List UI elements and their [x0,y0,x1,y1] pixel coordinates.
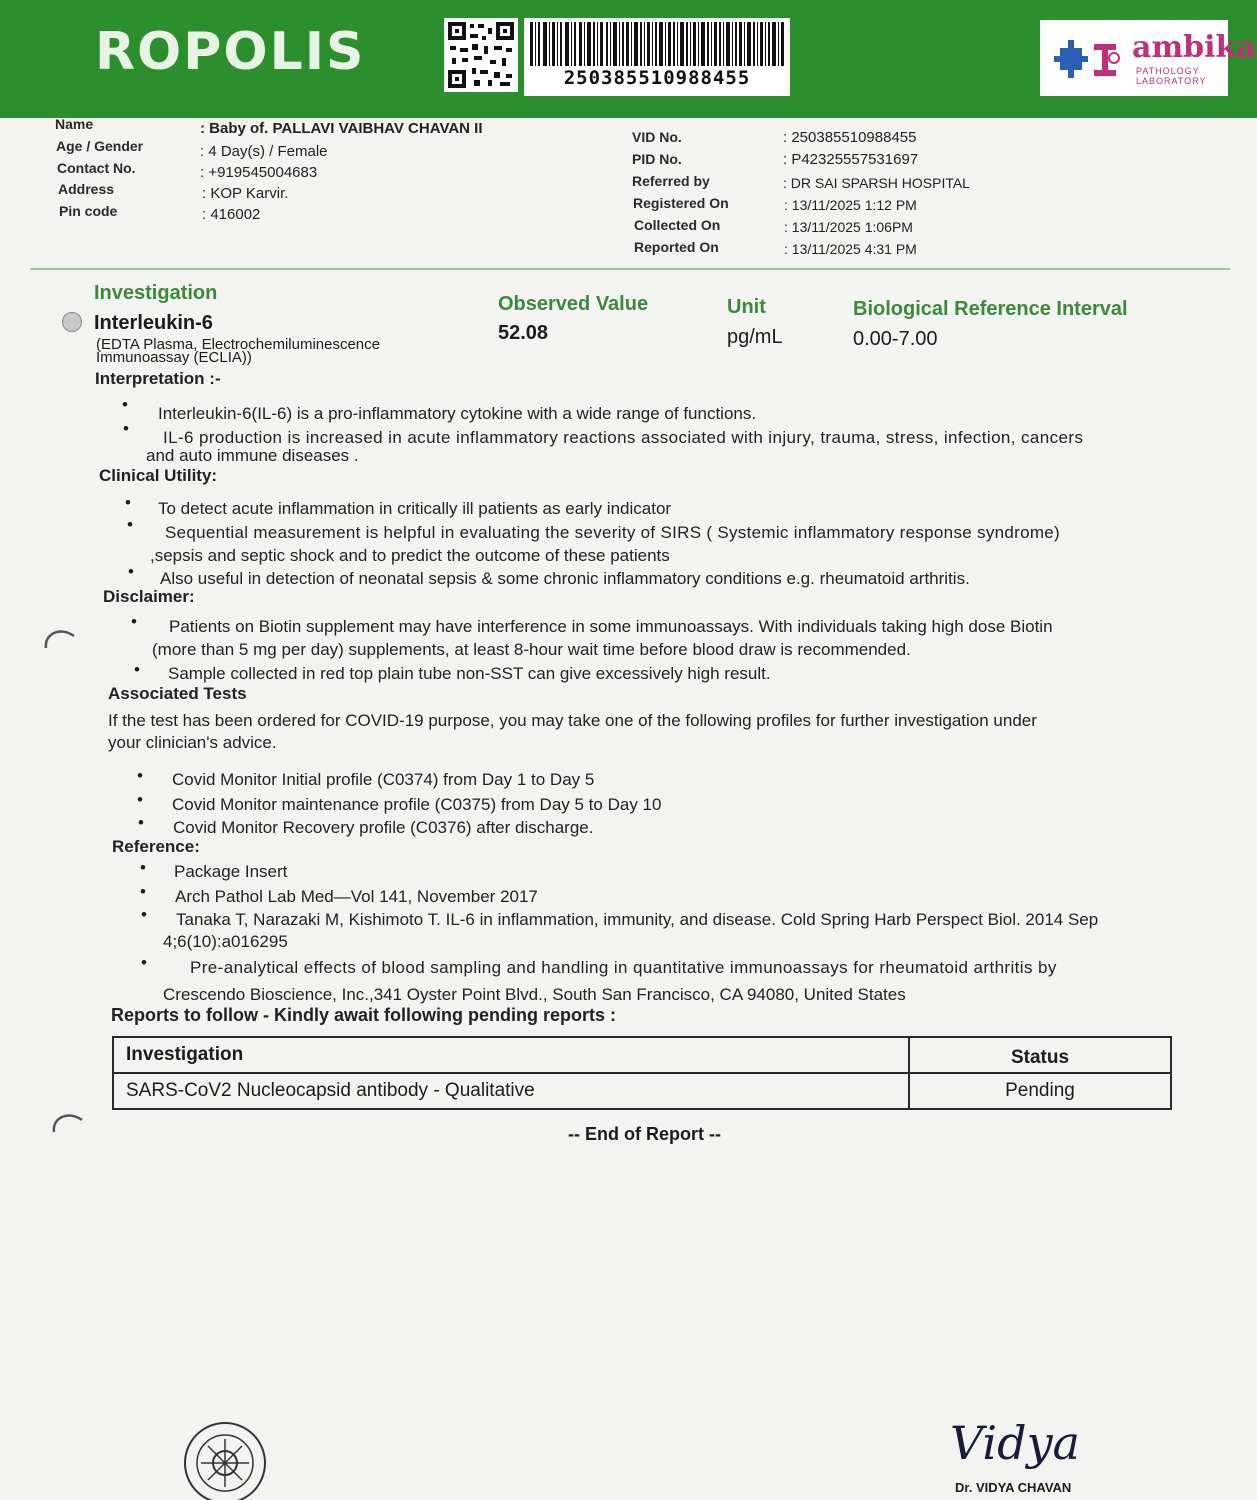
bullet-icon: • [140,882,146,901]
test-method [96,338,380,364]
partner-subtitle: PATHOLOGY LABORATORY [1136,66,1207,86]
disclaimer-heading: Disclaimer: [103,587,195,606]
registered-label: Registered On [633,195,729,211]
result-flag-icon [62,312,82,332]
contact-value: : +919545004683 [200,164,318,181]
interpretation-item-2a: IL-6 production is increased in acute inflammatory reactions associated with injury, trauma, stress, infection, cancers [163,428,1084,447]
observed-value: 52.08 [498,322,549,344]
clinical-item-2a: Sequential measurement is helpful in evaluating the severity of SIRS ( Systemic inflammatory response syndrome) [165,523,1061,542]
pin-label: Pin code [59,203,118,219]
disclaimer-item-1a: Patients on Biotin supplement may have interference in some immunoassays. With individuals taking high dose Biotin [169,617,1053,636]
address-value: : KOP Karvir. [202,185,289,202]
partner-name: ambika [1132,30,1256,65]
reference-item-2: Arch Pathol Lab Med—Vol 141, November 2017 [175,887,538,906]
pending-heading: Reports to follow - Kindly await following pending reports : [111,1005,616,1025]
pending-test-status: Pending [909,1073,1171,1109]
age-label: Age / Gender [56,138,144,154]
pid-value: : P42325557531697 [783,151,919,168]
section-divider [30,268,1230,270]
col-unit: Unit [727,296,766,318]
bullet-icon: • [125,493,131,512]
pending-col-investigation: Investigation [113,1037,909,1073]
bullet-icon: • [131,612,137,631]
interpretation-item-1: Interleukin-6(IL-6) is a pro-inflammatory cytokine with a wide range of functions. [158,404,757,423]
bullet-icon: • [128,562,134,581]
pending-test-name: SARS-CoV2 Nucleocapsid antibody - Qualitative [113,1073,909,1109]
pending-col-status: Status [909,1037,1171,1073]
referred-label: Referred by [632,173,710,189]
disclaimer-item-2: Sample collected in red top plain tube non-SST can give excessively high result. [168,664,771,683]
reference-interval-value: 0.00-7.00 [853,328,938,350]
col-investigation: Investigation [94,282,218,304]
age-value: : 4 Day(s) / Female [200,143,328,160]
associated-item-1: Covid Monitor Initial profile (C0374) from Day 1 to Day 5 [172,770,595,789]
barcode-number: 250385510988455 [563,67,751,89]
associated-item-2: Covid Monitor maintenance profile (C0375) from Day 5 to Day 10 [172,795,662,814]
interpretation-item-2b: and auto immune diseases . [146,446,359,465]
signature-text: Vidya [950,1416,1080,1470]
reference-item-4b: Crescendo Bioscience, Inc.,341 Oyster Point Blvd., South San Francisco, CA 94080, United States [163,985,906,1004]
method-line-1: (EDTA Plasma, Electrochemiluminescence [96,336,380,353]
brand-logo-text: ROPOLIS [95,22,366,82]
bullet-icon: • [138,813,144,832]
method-line-2: Immunoassay (ECLIA)) [96,349,252,366]
unit-value: pg/mL [727,326,783,348]
pid-label: PID No. [632,151,682,167]
table-header-row [113,1037,1171,1073]
interpretation-heading: Interpretation :- [95,369,221,388]
barcode [524,18,790,96]
bullet-icon: • [134,660,140,679]
bullet-icon: • [122,395,128,414]
clinical-item-3: Also useful in detection of neonatal sepsis & some chronic inflammatory conditions e.g. rheumatoid arthritis. [160,569,970,588]
bullet-icon: • [137,790,143,809]
table-row [113,1073,1171,1109]
test-name: Interleukin-6 [94,312,213,334]
name-value: : Baby of. PALLAVI VAIBHAV CHAVAN II [200,120,483,137]
end-of-report: -- End of Report -- [568,1124,721,1144]
associated-heading: Associated Tests [108,684,247,703]
clinical-item-1: To detect acute inflammation in critically ill patients as early indicator [158,499,672,518]
pending-reports-table [112,1036,1172,1110]
clinical-item-2b: ,sepsis and septic shock and to predict the outcome of these patients [150,546,670,565]
col-reference-interval: Biological Reference Interval [853,298,1128,320]
reference-item-3b: 4;6(10):a016295 [163,932,288,951]
bullet-icon: • [141,953,147,972]
collected-value: : 13/11/2025 1:06PM [784,219,913,235]
pin-value: : 416002 [202,206,261,223]
clinical-heading: Clinical Utility: [99,466,218,485]
associated-paragraph-1: If the test has been ordered for COVID-19 purpose, you may take one of the following profiles for further investigation under [108,711,1037,730]
associated-paragraph-2: your clinician's advice. [108,733,277,752]
bullet-icon: • [137,766,143,785]
associated-item-3: Covid Monitor Recovery profile (C0376) after discharge. [173,818,594,837]
vid-value: : 250385510988455 [783,129,917,146]
bullet-icon: • [141,905,147,924]
partner-logo [1040,20,1256,96]
doctor-name: Dr. VIDYA CHAVAN [955,1480,1072,1495]
punch-hole-icon [40,622,80,662]
contact-label: Contact No. [57,160,136,176]
partner-emblem-icon [1054,34,1124,84]
registered-value: : 13/11/2025 1:12 PM [784,197,917,213]
qr-code [444,18,518,92]
disclaimer-item-1b: (more than 5 mg per day) supplements, at least 8-hour wait time before blood draw is recommended. [152,640,911,659]
referred-value: : DR SAI SPARSH HOSPITAL [783,175,970,191]
bullet-icon: • [140,858,146,877]
reported-value: : 13/11/2025 4:31 PM [784,241,917,257]
signature [950,1418,1080,1468]
reference-item-4a: Pre-analytical effects of blood sampling and handling in quantitative immunoassays for rheumatoid arthritis by [190,958,1057,977]
reference-item-1: Package Insert [174,862,288,881]
collected-label: Collected On [634,217,721,233]
punch-hole-icon [48,1106,88,1146]
accreditation-seal-icon [180,1418,270,1500]
reported-label: Reported On [634,239,719,255]
address-label: Address [58,181,115,197]
name-label: Name [55,116,94,132]
bullet-icon: • [127,515,133,534]
bullet-icon: • [123,419,129,438]
vid-label: VID No. [632,129,682,145]
col-observed-value: Observed Value [498,293,649,315]
reference-item-3a: Tanaka T, Narazaki M, Kishimoto T. IL-6 in inflammation, immunity, and disease. Cold Spring Harb Perspect Biol. 2014 Sep [176,910,1099,929]
reference-heading: Reference: [112,837,200,856]
